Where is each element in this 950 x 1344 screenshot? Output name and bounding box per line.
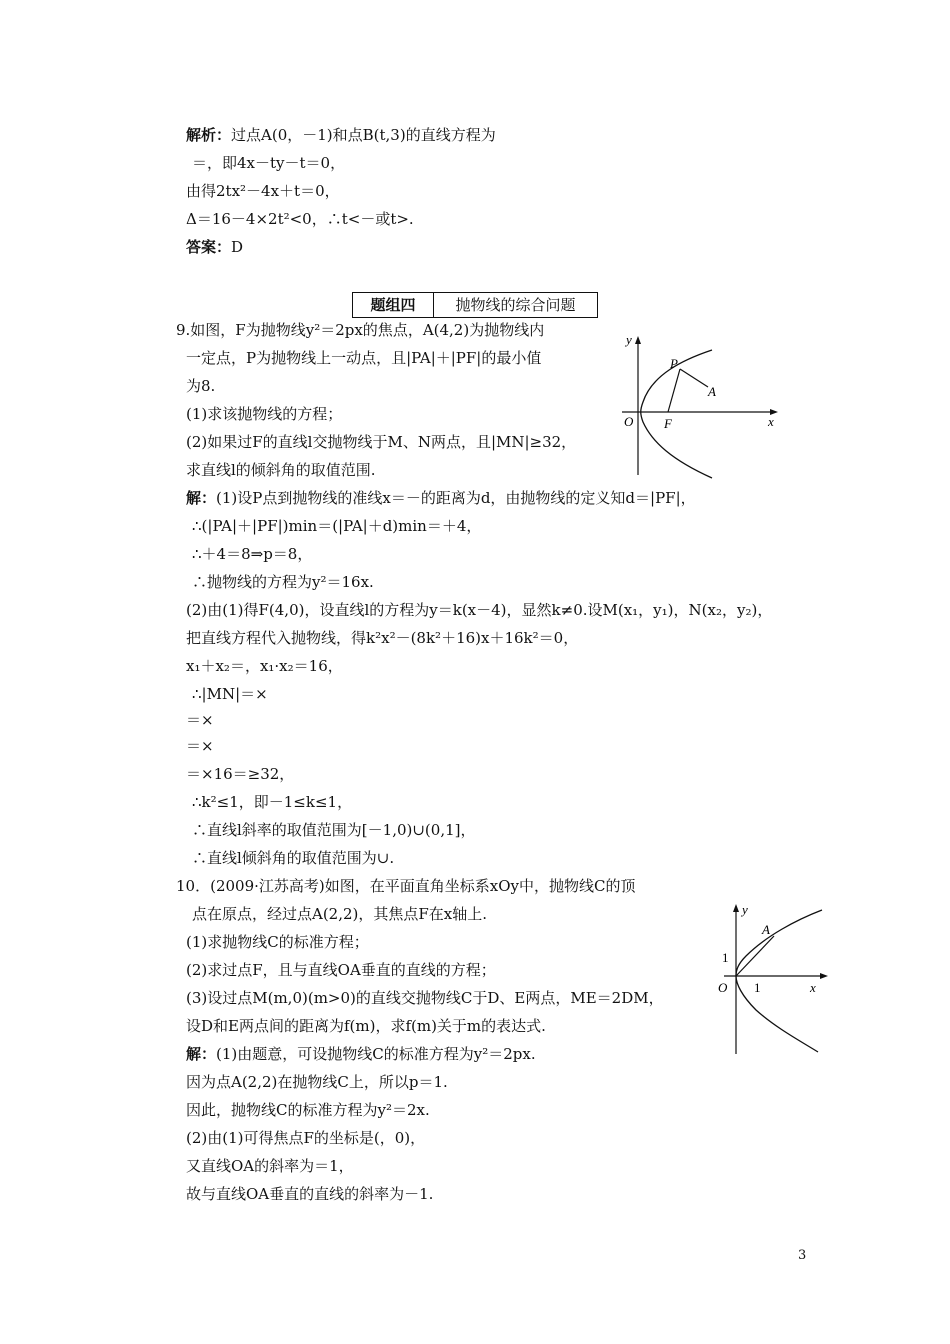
problem10-solution-3: 因此，抛物线C的标准方程为y²＝2x. <box>186 1101 430 1119</box>
problem9-line-6: 求直线l的倾斜角的取值范围. <box>186 461 376 479</box>
problem9-solution-14: ∴直线l倾斜角的取值范围为∪. <box>192 849 395 867</box>
figure2-x-label: x <box>810 980 816 995</box>
problem10-line-4: (2)求过点F，且与直线OA垂直的直线的方程； <box>186 961 496 979</box>
problem9-solution-text-1: (1)设P点到抛物线的准线x＝－的距离为d，由抛物线的定义知d＝|PF|， <box>216 489 696 507</box>
problem9-solution-6: 把直线方程代入抛物线，得k²x²－(8k²＋16)x＋16k²＝0， <box>186 629 579 647</box>
problem9-solution-4: ∴抛物线的方程为y²＝16x. <box>192 573 374 591</box>
figure1-origin-label: O <box>624 414 634 429</box>
analysis-line-2: ＝，即4x－ty－t＝0， <box>192 154 346 172</box>
problem9-solution-1 <box>186 488 696 508</box>
analysis-line-3: 由得2tx²－4x＋t＝0， <box>186 182 340 200</box>
problem10-solution-6: 故与直线OA垂直的直线的斜率为－1. <box>186 1185 434 1203</box>
problem10-parabola-figure <box>706 896 836 1056</box>
figure1-point-a-label: A <box>708 384 716 399</box>
analysis-line-1 <box>186 125 496 145</box>
figure2-y-label: y <box>742 902 748 917</box>
problem10-solution-2: 因为点A(2,2)在抛物线C上，所以p＝1. <box>186 1073 448 1091</box>
figure1-x-label: x <box>768 414 774 429</box>
problem10-solution-1 <box>186 1044 536 1064</box>
problem10-line-2: 点在原点，经过点A(2,2)，其焦点F在x轴上. <box>192 905 488 923</box>
problem9-line-4: (1)求该抛物线的方程； <box>186 405 343 423</box>
problem10-solution-text-1: (1)由题意，可设抛物线C的标准方程为y²＝2px. <box>216 1045 536 1063</box>
problem9-solution-9: ＝× <box>186 711 214 729</box>
analysis-line-4: Δ＝16－4×2t²<0，∴t<－或t>. <box>186 210 414 228</box>
problem9-solution-3: ∴＋4＝8⇒p＝8， <box>192 545 313 563</box>
problem10-line-5: (3)设过点M(m,0)(m>0)的直线交抛物线C于D、E两点，ME＝2DM， <box>186 989 664 1007</box>
figure1-point-p-label: P <box>670 356 678 371</box>
problem9-line-2: 一定点，P为抛物线上一动点，且|PA|＋|PF|的最小值 <box>186 349 542 367</box>
figure2-origin-label: O <box>718 980 728 995</box>
problem10-solution-4: (2)由(1)可得焦点F的坐标是(，0)， <box>186 1129 426 1147</box>
problem10-line-6: 设D和E两点间的距离为f(m)，求f(m)关于m的表达式. <box>186 1017 546 1035</box>
problem9-solution-11: ＝×16＝≥32， <box>186 765 295 783</box>
problem10-solution-label: 解： <box>186 1045 217 1063</box>
figure1-focus-label: F <box>664 416 672 431</box>
analysis-label: 解析： <box>186 126 232 144</box>
answer-value: D <box>231 238 244 256</box>
problem9-solution-12: ∴k²≤1，即－1≤k≤1， <box>192 793 353 811</box>
section-title-box <box>352 292 598 318</box>
problem9-line-5: (2)如果过F的直线l交抛物线于M、N两点，且|MN|≥32， <box>186 433 577 451</box>
figure2-x-tick-label: 1 <box>754 980 761 995</box>
problem9-solution-2: ∴(|PA|＋|PF|)min＝(|PA|＋d)min＝＋4， <box>192 517 482 535</box>
problem9-line-3: 为8. <box>186 377 216 395</box>
problem9-solution-5: (2)由(1)得F(4,0)，设直线l的方程为y＝k(x－4)，显然k≠0.设M(x₁，y₁)，N(x₂，y₂)， <box>186 601 773 619</box>
answer-label: 答案： <box>186 238 232 256</box>
answer-line <box>186 237 243 257</box>
page-number: 3 <box>798 1248 807 1263</box>
section-label: 题组四 <box>353 293 434 317</box>
problem9-parabola-figure <box>612 330 782 480</box>
problem9-solution-8: ∴|MN|＝× <box>192 685 268 703</box>
problem9-solution-7: x₁＋x₂＝，x₁·x₂＝16， <box>186 657 343 675</box>
section-title: 抛物线的综合问题 <box>455 296 576 314</box>
problem10-solution-5: 又直线OA的斜率为＝1， <box>186 1157 354 1175</box>
figure2-y-tick-label: 1 <box>722 950 729 965</box>
figure2-point-a-label: A <box>762 922 770 937</box>
analysis-text-1: 过点A(0，－1)和点B(t,3)的直线方程为 <box>231 126 496 144</box>
problem9-solution-label: 解： <box>186 489 217 507</box>
problem9-solution-10: ＝× <box>186 737 214 755</box>
problem10-line-1: 10．(2009·江苏高考)如图，在平面直角坐标系xOy中，抛物线C的顶 <box>176 877 636 895</box>
problem9-solution-13: ∴直线l斜率的取值范围为[－1,0)∪(0,1]， <box>192 821 476 839</box>
problem10-line-3: (1)求抛物线C的标准方程； <box>186 933 369 951</box>
problem9-line-1: 9.如图，F为抛物线y²＝2px的焦点，A(4,2)为抛物线内 <box>176 321 545 339</box>
figure1-y-label: y <box>626 332 632 347</box>
